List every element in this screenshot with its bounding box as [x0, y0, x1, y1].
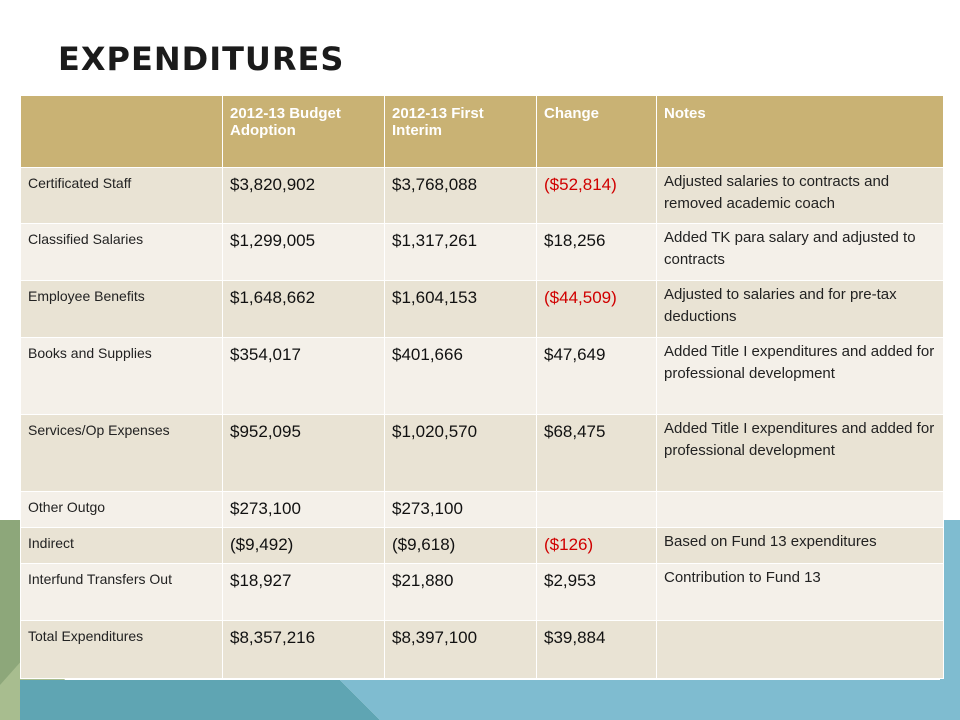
- interim-value: $8,397,100: [385, 621, 537, 679]
- table-row: [21, 621, 944, 679]
- row-label: Total Expenditures: [21, 621, 223, 679]
- row-label: Other Outgo: [21, 492, 223, 528]
- budget-value: $3,820,902: [223, 168, 385, 224]
- table-row: [21, 281, 944, 338]
- row-label: Services/Op Expenses: [21, 415, 223, 492]
- expenditures-table: [20, 95, 944, 679]
- budget-value: $1,648,662: [223, 281, 385, 338]
- notes-value: Added TK para salary and adjusted to contracts: [657, 224, 944, 281]
- row-label: Indirect: [21, 528, 223, 564]
- interim-value: $1,604,153: [385, 281, 537, 338]
- change-value: $2,953: [537, 564, 657, 621]
- row-label: Interfund Transfers Out: [21, 564, 223, 621]
- interim-value: ($9,618): [385, 528, 537, 564]
- interim-value: $1,317,261: [385, 224, 537, 281]
- change-value: $68,475: [537, 415, 657, 492]
- interim-value: $273,100: [385, 492, 537, 528]
- table-row: [21, 492, 944, 528]
- change-value: [537, 492, 657, 528]
- header-notes: Notes: [657, 96, 944, 168]
- budget-value: $18,927: [223, 564, 385, 621]
- notes-value: [657, 492, 944, 528]
- header-first-interim: 2012-13 First Interim: [385, 96, 537, 168]
- row-label: Employee Benefits: [21, 281, 223, 338]
- row-label: Certificated Staff: [21, 168, 223, 224]
- notes-value: Added Title I expenditures and added for professional development: [657, 338, 944, 415]
- notes-value: [657, 621, 944, 679]
- change-value: ($44,509): [537, 281, 657, 338]
- change-value: ($52,814): [537, 168, 657, 224]
- header-change: Change: [537, 96, 657, 168]
- budget-value: $354,017: [223, 338, 385, 415]
- table-row: [21, 224, 944, 281]
- deco-blue-right: [943, 530, 960, 720]
- budget-value: $273,100: [223, 492, 385, 528]
- change-value: $47,649: [537, 338, 657, 415]
- table-header-row: [21, 96, 944, 168]
- table-row: [21, 528, 944, 564]
- notes-value: Adjusted to salaries and for pre-tax deductions: [657, 281, 944, 338]
- table-row: [21, 338, 944, 415]
- interim-value: $1,020,570: [385, 415, 537, 492]
- interim-value: $401,666: [385, 338, 537, 415]
- table-row: [21, 415, 944, 492]
- budget-value: $8,357,216: [223, 621, 385, 679]
- change-value: ($126): [537, 528, 657, 564]
- notes-value: Contribution to Fund 13: [657, 564, 944, 621]
- page-title: EXPENDITURES: [58, 40, 345, 78]
- notes-value: Adjusted salaries to contracts and removed academic coach: [657, 168, 944, 224]
- expenditures-table-container: [20, 95, 943, 679]
- header-category: [21, 96, 223, 168]
- row-label: Books and Supplies: [21, 338, 223, 415]
- table-body: [21, 168, 944, 679]
- change-value: $18,256: [537, 224, 657, 281]
- budget-value: $952,095: [223, 415, 385, 492]
- header-budget-adoption: 2012-13 Budget Adoption: [223, 96, 385, 168]
- notes-value: Added Title I expenditures and added for professional development: [657, 415, 944, 492]
- interim-value: $21,880: [385, 564, 537, 621]
- change-value: $39,884: [537, 621, 657, 679]
- deco-teal-shape: [20, 680, 380, 720]
- row-label: Classified Salaries: [21, 224, 223, 281]
- table-row: [21, 168, 944, 224]
- budget-value: ($9,492): [223, 528, 385, 564]
- interim-value: $3,768,088: [385, 168, 537, 224]
- table-row: [21, 564, 944, 621]
- notes-value: Based on Fund 13 expenditures: [657, 528, 944, 564]
- budget-value: $1,299,005: [223, 224, 385, 281]
